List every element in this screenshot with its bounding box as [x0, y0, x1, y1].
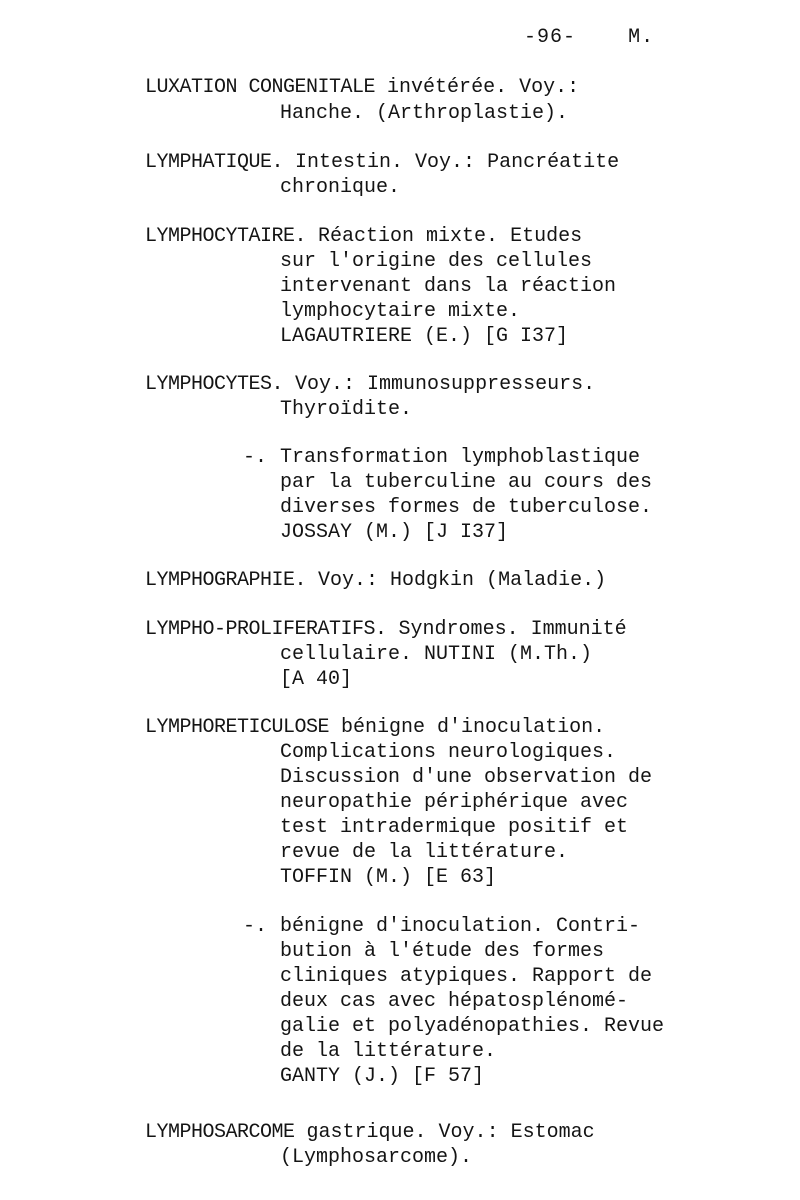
entry-citation: JOSSAY (M.) [J I37] — [280, 521, 509, 544]
entry-first-line — [145, 225, 582, 249]
entry-text: Voy.: Immunosuppresseurs. — [283, 373, 596, 396]
entry-heading: LYMPHORETICULOSE — [145, 716, 330, 739]
entry-text: Syndromes. Immunité — [386, 618, 627, 641]
section-letter: M. — [628, 26, 655, 49]
entry-citation: GANTY (J.) [F 57] — [280, 1065, 485, 1088]
entry-text: gastrique. Voy.: Estomac — [294, 1121, 595, 1144]
entry-dash: -. — [243, 446, 268, 469]
entry-citation: LAGAUTRIERE (E.) [G I37] — [280, 325, 569, 348]
entry-line: intervenant dans la réaction — [280, 275, 617, 298]
entry-line: cellulaire. NUTINI (M.Th.) — [280, 643, 593, 666]
entry-heading: LUXATION CONGENITALE — [145, 76, 376, 99]
entry-first-line — [145, 373, 595, 397]
entry-line: (Lymphosarcome). — [280, 1146, 473, 1169]
entry-first-line: bénigne d'inoculation. Contri- — [280, 915, 641, 938]
entry-first-line — [145, 716, 605, 740]
entry-line: neuropathie périphérique avec — [280, 791, 629, 814]
entry-first-line — [145, 569, 606, 593]
entry-line: chronique. — [280, 176, 401, 199]
entry-heading: LYMPHATIQUE. — [145, 151, 284, 174]
entry-text: invétérée. Voy.: — [375, 76, 580, 99]
entry-text: Voy.: Hodgkin (Maladie.) — [306, 569, 607, 592]
entry-first-line — [145, 151, 619, 175]
entry-line: lymphocytaire mixte. — [280, 300, 521, 323]
entry-text: bénigne d'inoculation. — [329, 716, 606, 739]
entry-line: deux cas avec hépatosplénomé- — [280, 990, 629, 1013]
page-number: -96- — [524, 26, 577, 49]
entry-heading: LYMPHOCYTES. — [145, 373, 284, 396]
entry-first-line: Transformation lymphoblastique — [280, 446, 641, 469]
entry-text: Réaction mixte. Etudes — [306, 225, 583, 248]
entry-heading: LYMPHOCYTAIRE. — [145, 225, 307, 248]
entry-line: Hanche. (Arthroplastie). — [280, 102, 569, 125]
entry-line: de la littérature. — [280, 1040, 497, 1063]
entry-text: Intestin. Voy.: Pancréatite — [283, 151, 620, 174]
entry-dash: -. — [243, 915, 268, 938]
entry-citation: TOFFIN (M.) [E 63] — [280, 866, 497, 889]
entry-line: Complications neurologiques. — [280, 741, 617, 764]
entry-first-line — [145, 76, 579, 100]
entry-line: par la tuberculine au cours des — [280, 471, 653, 494]
page-header — [524, 26, 654, 49]
entry-line: Discussion d'une observation de — [280, 766, 653, 789]
entry-heading: LYMPHOSARCOME — [145, 1121, 295, 1144]
entry-heading: LYMPHO-PROLIFERATIFS. — [145, 618, 387, 641]
entry-heading: LYMPHOGRAPHIE. — [145, 569, 307, 592]
entry-citation: [A 40] — [280, 668, 353, 691]
entry-first-line — [145, 618, 627, 642]
entry-line: sur l'origine des cellules — [280, 250, 593, 273]
entry-line: test intradermique positif et — [280, 816, 629, 839]
entry-line: Thyroïdite. — [280, 398, 413, 421]
entry-line: bution à l'étude des formes — [280, 940, 605, 963]
entry-line: diverses formes de tuberculose. — [280, 496, 653, 519]
entry-line: cliniques atypiques. Rapport de — [280, 965, 653, 988]
entry-line: revue de la littérature. — [280, 841, 569, 864]
entry-first-line — [145, 1121, 595, 1145]
entry-line: galie et polyadénopathies. Revue — [280, 1015, 665, 1038]
